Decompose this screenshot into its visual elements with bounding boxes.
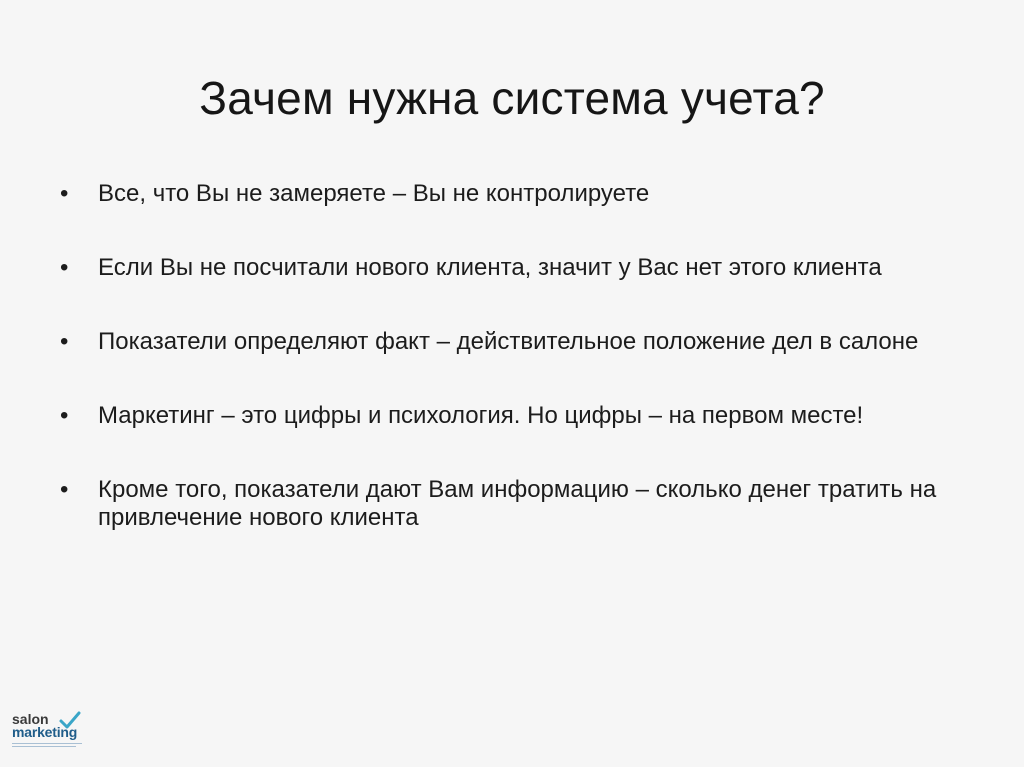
logo-text-marketing: marketing	[12, 724, 78, 740]
slide-title: Зачем нужна система учета?	[199, 72, 825, 124]
bullet-list	[60, 180, 960, 578]
bullet-text: Показатели определяют факт – действительное положение дел в салоне	[98, 328, 919, 355]
bullet-marker: •	[60, 328, 69, 355]
salon-marketing-logo	[12, 710, 112, 758]
bullet-text: Если Вы не посчитали нового клиента, значит у Вас нет этого клиента	[98, 254, 882, 281]
bullet-item	[60, 402, 960, 430]
bullet-item	[60, 254, 960, 282]
logo-tagline	[12, 742, 92, 751]
bullet-text: Кроме того, показатели дают Вам информацию – сколько денег тратить на привлечение нового клиента	[98, 476, 937, 531]
bullet-marker: •	[60, 180, 69, 207]
bullet-item	[60, 328, 960, 356]
bullet-item	[60, 476, 960, 532]
bullet-text: Маркетинг – это цифры и психология. Но цифры – на первом месте!	[98, 402, 864, 429]
bullet-text: Все, что Вы не замеряете – Вы не контролируете	[98, 180, 650, 207]
logo-text-salon: salon	[12, 711, 49, 727]
bullet-marker: •	[60, 254, 69, 281]
bullet-item	[60, 180, 960, 208]
bullet-marker: •	[60, 402, 69, 429]
bullet-marker: •	[60, 476, 69, 503]
logo-tagline-lines	[12, 742, 84, 750]
